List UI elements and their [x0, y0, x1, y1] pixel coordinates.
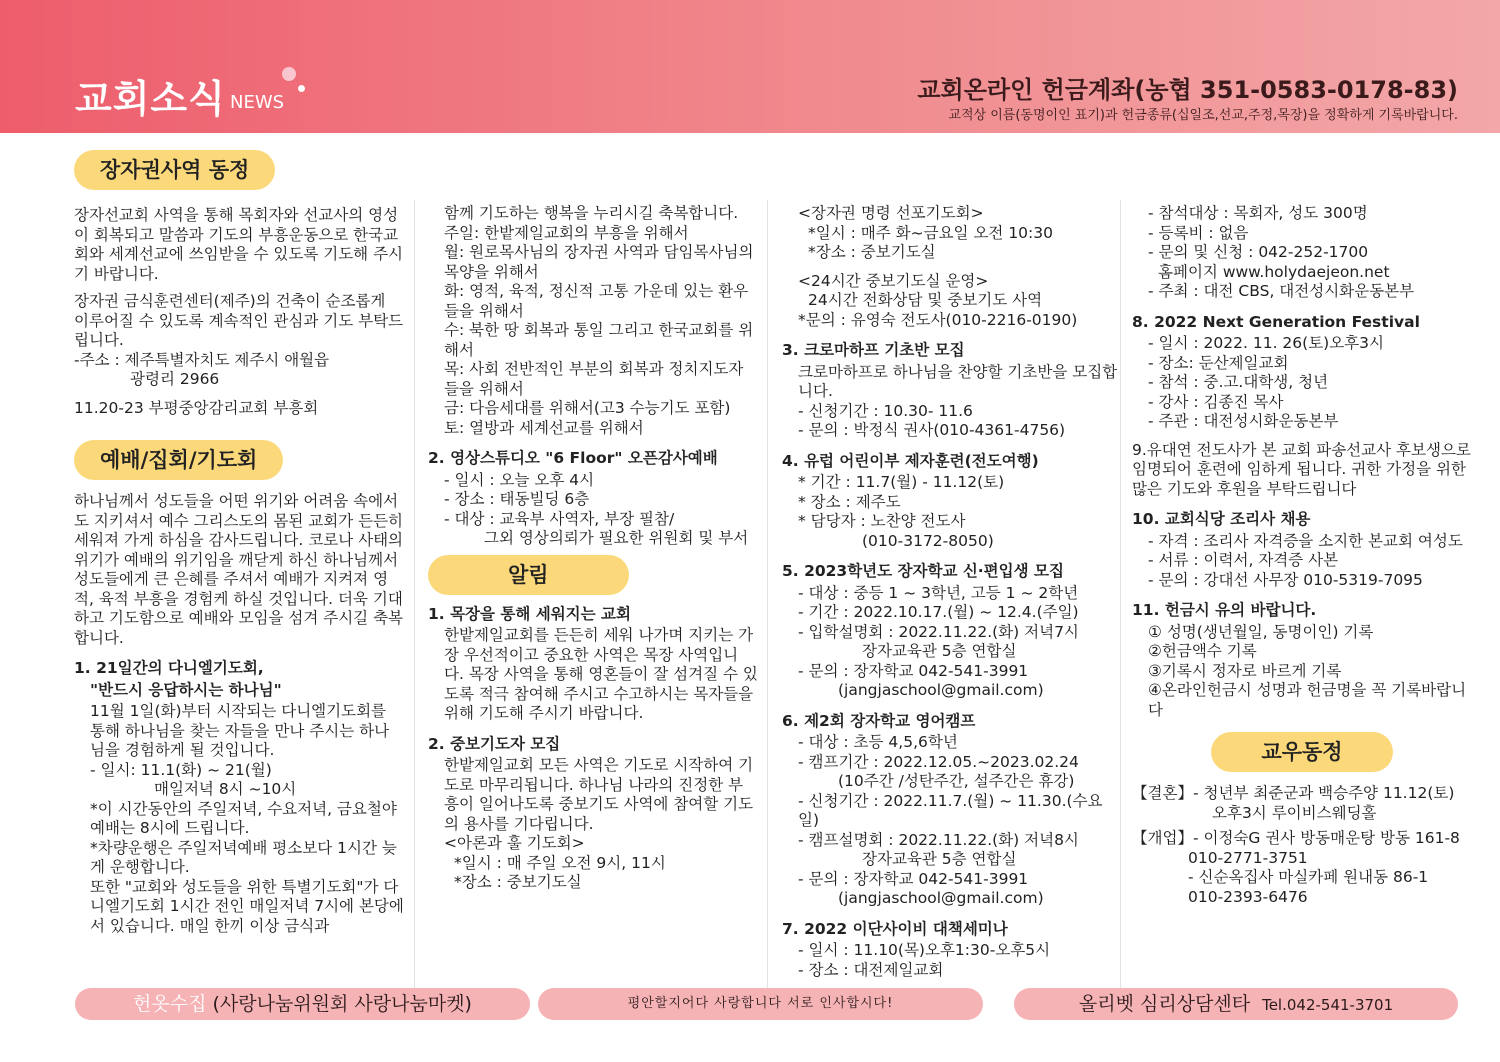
item-body: 한밭제일교회 모든 사역은 기도로 시작하여 기도로 마무리됩니다. 하나님 나라의 진정한 부흥이 일어나도록 중보기도 사역에 참여할 기도의 용사를 기다립니다.: [444, 756, 754, 833]
item-title: 6. 제2회 장자학교 영어캠프: [782, 711, 976, 730]
footer-accent: 헌옷수집: [133, 993, 207, 1015]
item-detail: - 서류 : 이력서, 자격증 사본: [1148, 551, 1339, 569]
column-divider: [414, 200, 415, 990]
brand-subtitle: NEWS: [230, 92, 285, 113]
footer-greeting: 평안할지어다 사랑합니다 서로 인사합시다!: [538, 988, 983, 1020]
item-detail: - 신청기간 : 2022.11.7.(월) ~ 11.30.(수요일): [798, 791, 1103, 829]
item-detail: - 문의 및 신청 : 042-252-1700: [1148, 243, 1369, 261]
item-detail: - 대상 : 중등 1 ~ 3학년, 고등 1 ~ 2학년: [798, 583, 1079, 602]
item-detail: * 기간 : 11.7(월) - 11.12(토): [798, 473, 1005, 491]
item-detail: - 장소 : 대전제일교회: [798, 960, 944, 979]
item-title: 7. 2022 이단사이비 대책세미나: [782, 919, 1008, 938]
item-detail: - 장소 : 태동빌딩 6층: [444, 490, 590, 508]
item-detail: * 장소 : 제주도: [798, 492, 901, 511]
item-detail: * 담당자 : 노찬양 전도사: [798, 512, 966, 530]
header-banner: [0, 0, 1500, 133]
item-detail: 장자교육관 5층 연합실: [862, 642, 1017, 660]
brand-title: 교회소식: [75, 77, 226, 121]
item-note: *이 시간동안의 주일저녁, 수요저녁, 금요철야예배는 8시에 드립니다.: [90, 799, 397, 837]
item-detail: - 문의 : 강대선 사무장 010-5319-7095: [1148, 570, 1423, 589]
column-2: [428, 204, 758, 893]
prayer-day: 월: 원로목사님의 장자권 사역과 담임목사님의 목양을 위해서: [444, 243, 754, 281]
item-detail: - 자격 : 조리사 자격증을 소지한 본교회 여성도: [1148, 531, 1463, 550]
item-detail: - 캠프설명회 : 2022.11.22.(화) 저녁8시: [798, 830, 1079, 849]
item-detail: ②헌금액수 기록: [1148, 642, 1257, 660]
item-detail: - 문의 : 장자학교 042-541-3991: [798, 869, 1029, 888]
item-detail: - 장소: 둔산제일교회: [1148, 353, 1289, 372]
member-news: 【결혼】- 청년부 최준군과 백승주양 11.12(토): [1132, 784, 1455, 802]
item-body: 한밭제일교회를 든든히 세워 나가며 지키는 가장 우선적이고 중요한 사역은 목장 사역입니다. 목장 사역을 통해 영혼들이 잘 섬겨질 수 있도록 적극 참여해 주시고 수고하시는 목자들을 위해 기도해 주시기 바랍니다.: [444, 626, 758, 722]
member-news: 010-2393-6476: [1188, 887, 1308, 906]
paragraph: 장자권 금식훈련센터(제주)의 건축이 순조롭게 이루어질 수 있도록 계속적인 관심과 기도 부탁드립니다.: [74, 292, 404, 349]
item-detail: (jangjaschool@gmail.com): [838, 889, 1044, 907]
item-body: 크로마하프로 하나님을 찬양할 기초반을 모집합니다.: [798, 362, 1118, 400]
item-detail: <아론과 훌 기도회>: [444, 834, 585, 852]
item-detail: *장소 : 중보기도실: [808, 243, 936, 261]
section-title-notice: 알림: [428, 555, 629, 595]
column-divider: [767, 200, 768, 990]
column-4: [1132, 204, 1472, 907]
paragraph: 장자선교회 사역을 통해 목회자와 선교사의 영성이 회복되고 말씀과 기도의 부흥운동으로 한국교회와 세계선교에 쓰임받을 수 있도록 기도해 주시기 바랍니다.: [74, 206, 404, 283]
footer-text: (사랑나눔위원회 사랑나눔마켓): [206, 993, 472, 1015]
column-1: [74, 150, 404, 936]
item-detail: 그외 영상의뢰가 필요한 위원회 및 부서: [484, 529, 749, 547]
item-body: 9.유대연 전도사가 본 교회 파송선교사 후보생으로 임명되어 훈련에 임하게 됩니다. 귀한 가정을 위한 많은 기도와 후원을 부탁드립니다: [1132, 440, 1471, 498]
item-title: 1. 21일간의 다니엘기도회,: [74, 659, 264, 677]
prayer-day: 주일: 한밭제일교회의 부흥을 위해서: [444, 223, 689, 242]
item-detail: - 일시 : 오늘 오후 4시: [444, 470, 595, 489]
item-title: 11. 헌금시 유의 바랍니다.: [1132, 601, 1317, 619]
decor-dot: [282, 67, 296, 81]
item-detail: 홈페이지 www.holydaejeon.net: [1158, 262, 1390, 281]
member-news: 010-2771-3751: [1188, 848, 1308, 867]
decor-dot-small: [298, 85, 305, 92]
item-detail: 24시간 전화상담 및 중보기도 사역: [808, 291, 1043, 309]
item-detail: 매일저녁 8시 ~10시: [154, 780, 297, 798]
item-title: 2. 중보기도자 모집: [428, 734, 561, 753]
item-detail: - 참석 : 중.고.대학생, 청년: [1148, 373, 1329, 391]
prayer-day: 화: 영적, 육적, 정신적 고통 가운데 있는 환우들을 위해서: [444, 282, 749, 320]
footer-tel: Tel.042-541-3701: [1262, 996, 1394, 1014]
item-body: 11월 1일(화)부터 시작되는 다니엘기도회를 통해 하나님을 찾는 자들을 만나 주시는 하나님을 경험하게 될 것입니다.: [90, 702, 390, 759]
footer-clothes-collection: [75, 988, 530, 1020]
address-line: 광령리 2966: [130, 370, 220, 388]
item-detail: - 대상 : 교육부 사역자, 부장 필참/: [444, 509, 675, 528]
section-title-worship: 예배/집회/기도회: [74, 440, 283, 480]
item-detail: *장소 : 중보기도실: [454, 873, 582, 891]
prayer-day: 금: 다음세대를 위해서(고3 수능기도 포함): [444, 399, 731, 417]
item-title: "반드시 응답하시는 하나님": [90, 680, 282, 699]
item-detail: - 대상 : 초등 4,5,6학년: [798, 733, 958, 751]
item-detail: - 주최 : 대전 CBS, 대전성시화운동본부: [1148, 282, 1415, 300]
revival-meeting: 11.20-23 부평중앙감리교회 부흥회: [74, 398, 319, 417]
item-detail: - 문의 : 박정식 권사(010-4361-4756): [798, 421, 1066, 439]
prayer-day: 목: 사회 전반적인 부분의 회복과 정치지도자들을 위해서: [444, 360, 744, 398]
item-note: *차량운행은 주일저녁예배 평소보다 1시간 늦게 운행합니다.: [90, 838, 397, 876]
paragraph: 하나님께서 성도들을 어떤 위기와 어려움 속에서도 지키셔서 예수 그리스도의 몸된 교회가 든든히 세워져 가게 하심을 감사드립니다. 코로나 사태의 위기가 예배의 위기임을 깨닫게 하신 하나님께서 성도들에게 큰 은혜를 주셔서 예배가 지켜져 영적, 육적 부흥을 경험케 하실 것입니다. 더욱 기대하고 기도함으로 예배와 모임을 섬겨 주시길 축복합니다.: [74, 492, 404, 647]
item-detail: - 신청기간 : 10.30- 11.6: [798, 401, 973, 420]
item-title: 3. 크로마하프 기초반 모집: [782, 341, 965, 359]
item-detail: - 일시 : 11.10(목)오후1:30-오후5시: [798, 941, 1051, 959]
footer-counseling-name: 올리벳 심리상담센타: [1078, 993, 1251, 1015]
item-detail: - 일시: 11.1(화) ~ 21(월): [90, 760, 272, 779]
item-detail: - 강사 : 김종진 목사: [1148, 392, 1284, 411]
item-detail: <장자권 명령 선포기도회>: [798, 204, 984, 222]
item-detail: - 주관 : 대전성시화운동본부: [1148, 412, 1339, 430]
item-title: 1. 목장을 통해 세워지는 교회: [428, 604, 631, 623]
item-title: 8. 2022 Next Generation Festival: [1132, 312, 1420, 331]
item-detail: - 참석대상 : 목회자, 성도 300명: [1148, 204, 1368, 222]
item-detail: - 캠프기간 : 2022.12.05.~2023.02.24: [798, 752, 1079, 771]
item-detail: *문의 : 유영숙 전도사(010-2216-0190): [798, 310, 1078, 329]
item-title: 2. 영상스튜디오 "6 Floor" 오픈감사예배: [428, 449, 718, 467]
offering-account: 교회온라인 헌금계좌(농협 351-0583-0178-83): [917, 76, 1458, 104]
item-title: 10. 교회식당 조리사 채용: [1132, 510, 1311, 528]
item-detail: - 일시 : 2022. 11. 26(토)오후3시: [1148, 334, 1384, 352]
item-detail: - 입학설명회 : 2022.11.22.(화) 저녁7시: [798, 622, 1079, 641]
item-detail: - 등록비 : 없음: [1148, 223, 1249, 242]
item-detail: (jangjaschool@gmail.com): [838, 681, 1044, 699]
member-news: 오후3시 루이비스웨딩홀: [1212, 803, 1377, 822]
prayer-continued: 함께 기도하는 행복을 누리시길 축복합니다.: [444, 204, 739, 222]
item-detail: *일시 : 매주 화~금요일 오전 10:30: [808, 223, 1053, 242]
column-3: [782, 204, 1118, 980]
prayer-day: 토: 열방과 세계선교를 위해서: [444, 418, 644, 437]
column-divider: [1120, 200, 1121, 990]
item-detail: (010-3172-8050): [862, 531, 994, 550]
item-detail: - 기간 : 2022.10.17.(월) ~ 12.4.(주일): [798, 603, 1079, 621]
offering-account-note: 교적상 이름(동명이인 표기)과 헌금종류(십일조,선교,주정,목장)을 정확하게 기록바랍니다.: [948, 108, 1458, 123]
item-title: 4. 유럽 어린이부 제자훈련(전도여행): [782, 451, 1039, 470]
member-news: 【개업】- 이정숙G 권사 방동매운탕 방동 161-8: [1132, 829, 1460, 847]
item-detail: (10주간 /성탄주간, 설주간은 휴강): [838, 772, 1075, 790]
item-note: 또한 "교회와 성도들을 위한 특별기도회"가 다니엘기도회 1시간 전인 매일저녁 7시에 본당에서 있습니다. 매일 한끼 이상 금식과: [90, 877, 404, 935]
item-detail: *일시 : 매 주일 오전 9시, 11시: [454, 853, 666, 872]
item-title: 5. 2023학년도 장자학교 신·편입생 모집: [782, 562, 1064, 580]
member-news: - 신순옥집사 마실카페 원내동 86-1: [1188, 868, 1429, 886]
item-detail: ④온라인헌금시 성명과 헌금명을 꼭 기록바랍니다: [1148, 681, 1467, 719]
item-detail: ③기록시 정자로 바르게 기록: [1148, 661, 1342, 680]
item-detail: <24시간 중보기도실 운영>: [798, 271, 989, 290]
item-detail: 장자교육관 5층 연합실: [862, 850, 1017, 868]
address-line: -주소 : 제주특별자치도 제주시 애월읍: [74, 350, 330, 369]
footer-counseling: [1014, 988, 1458, 1020]
section-title-jangja: 장자권사역 동정: [74, 150, 275, 190]
section-title-members: 교우동정: [1211, 732, 1392, 772]
item-detail: - 문의 : 장자학교 042-541-3991: [798, 661, 1029, 680]
item-detail: ① 성명(생년월일, 동명이인) 기록: [1148, 622, 1374, 641]
prayer-day: 수: 북한 땅 회복과 통일 그리고 한국교회를 위해서: [444, 321, 754, 359]
